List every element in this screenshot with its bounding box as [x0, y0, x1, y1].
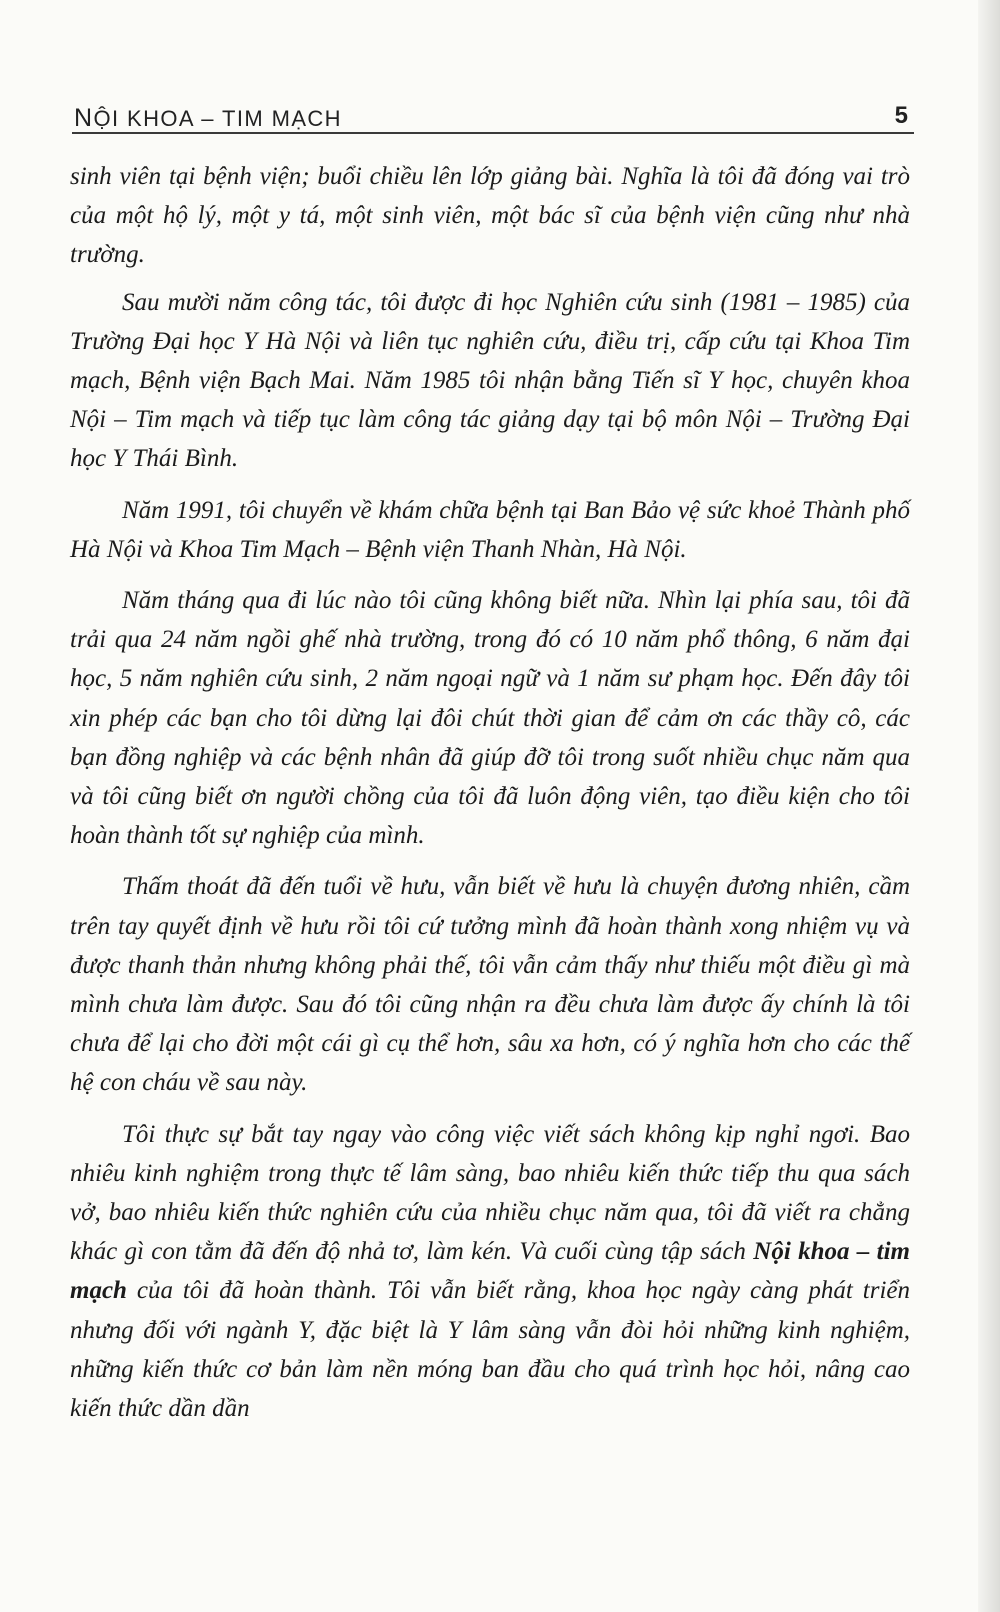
header-title-initial: N: [74, 104, 94, 132]
running-header: [72, 96, 914, 136]
paragraph-text: Tôi thực sự bắt tay ngay vào công việc viết sách không kịp nghỉ ngơi. Bao nhiêu kinh nghiệm trong thực tế lâm sàng, bao nhiêu kiến thức tiếp thu qua sách vở, bao nhiêu kiến thức nghiên cứu của nhiều chục năm qua, tôi đã viết ra chẳng khác gì con tằm đã đến độ nhả tơ, làm kén. Và cuối cùng tập sách: [70, 1120, 910, 1266]
running-header-title: [74, 104, 342, 133]
page-number: 5: [894, 102, 908, 129]
paragraph: Sau mười năm công tác, tôi được đi học Nghiên cứu sinh (1981 – 1985) của Trường Đại học Y Hà Nội và liên tục nghiên cứu, điều trị, cấp cứu tại Khoa Tim mạch, Bệnh viện Bạch Mai. Năm 1985 tôi nhận bằng Tiến sĩ Y học, chuyên khoa Nội – Tim mạch và tiếp tục làm công tác giảng dạy tại bộ môn Nội – Trường Đại học Y Thái Bình.: [70, 288, 910, 473]
paragraph: Thấm thoát đã đến tuổi về hưu, vẫn biết về hưu là chuyện đương nhiên, cầm trên tay quyết định về hưu rồi tôi cứ tưởng mình đã hoàn thành xong nhiệm vụ và được thanh thản nhưng không phải thế, tôi vẫn cảm thấy như thiếu một điều gì mà mình chưa làm được. Sau đó tôi cũng nhận ra đều chưa làm được ấy chính là tôi chưa để lại cho đời một cái gì cụ thể hơn, sâu xa hơn, có ý nghĩa hơn cho các thế hệ con cháu về sau này.: [70, 873, 910, 1097]
paragraph: [70, 1115, 910, 1429]
header-rule: [72, 132, 914, 134]
book-title: Nội khoa – tim mạch: [70, 1238, 910, 1305]
paragraph-text: của tôi đã hoàn thành. Tôi vẫn biết rằng, khoa học ngày càng phát triển nhưng đối với ngành Y, đặc biệt là Y lâm sàng vẫn đòi hỏi những kinh nghiệm, những kiến thức cơ bản làm nền móng ban đầu cho quá trình học hỏi, nâng cao kiến thức dần dần: [70, 1277, 910, 1423]
paragraph: sinh viên tại bệnh viện; buổi chiều lên lớp giảng bài. Nghĩa là tôi đã đóng vai trò của một hộ lý, một y tá, một sinh viên, một bác sĩ của bệnh viện cũng như nhà trường.: [70, 163, 910, 269]
scan-edge-shadow: [978, 0, 1000, 1612]
header-title-rest: ỘI KHOA – TIM MẠCH: [93, 106, 342, 131]
paragraph: Năm tháng qua đi lúc nào tôi cũng không biết nữa. Nhìn lại phía sau, tôi đã trải qua 24 năm ngồi ghế nhà trường, trong đó có 10 năm phổ thông, 6 năm đại học, 5 năm nghiên cứu sinh, 2 năm ngoại ngữ và 1 năm sư phạm học. Đến đây tôi xin phép các bạn cho tôi dừng lại đôi chút thời gian để cảm ơn các thầy cô, các bạn đồng nghiệp và các bệnh nhân đã giúp đỡ tôi trong suốt nhiều chục năm qua và tôi cũng biết ơn người chồng của tôi đã luôn động viên, tạo điều kiện cho tôi hoàn thành tốt sự nghiệp của mình.: [70, 587, 910, 850]
paragraph: Năm 1991, tôi chuyển về khám chữa bệnh tại Ban Bảo vệ sức khoẻ Thành phố Hà Nội và Khoa Tim Mạch – Bệnh viện Thanh Nhàn, Hà Nội.: [70, 496, 910, 563]
body-text: [70, 157, 910, 1440]
